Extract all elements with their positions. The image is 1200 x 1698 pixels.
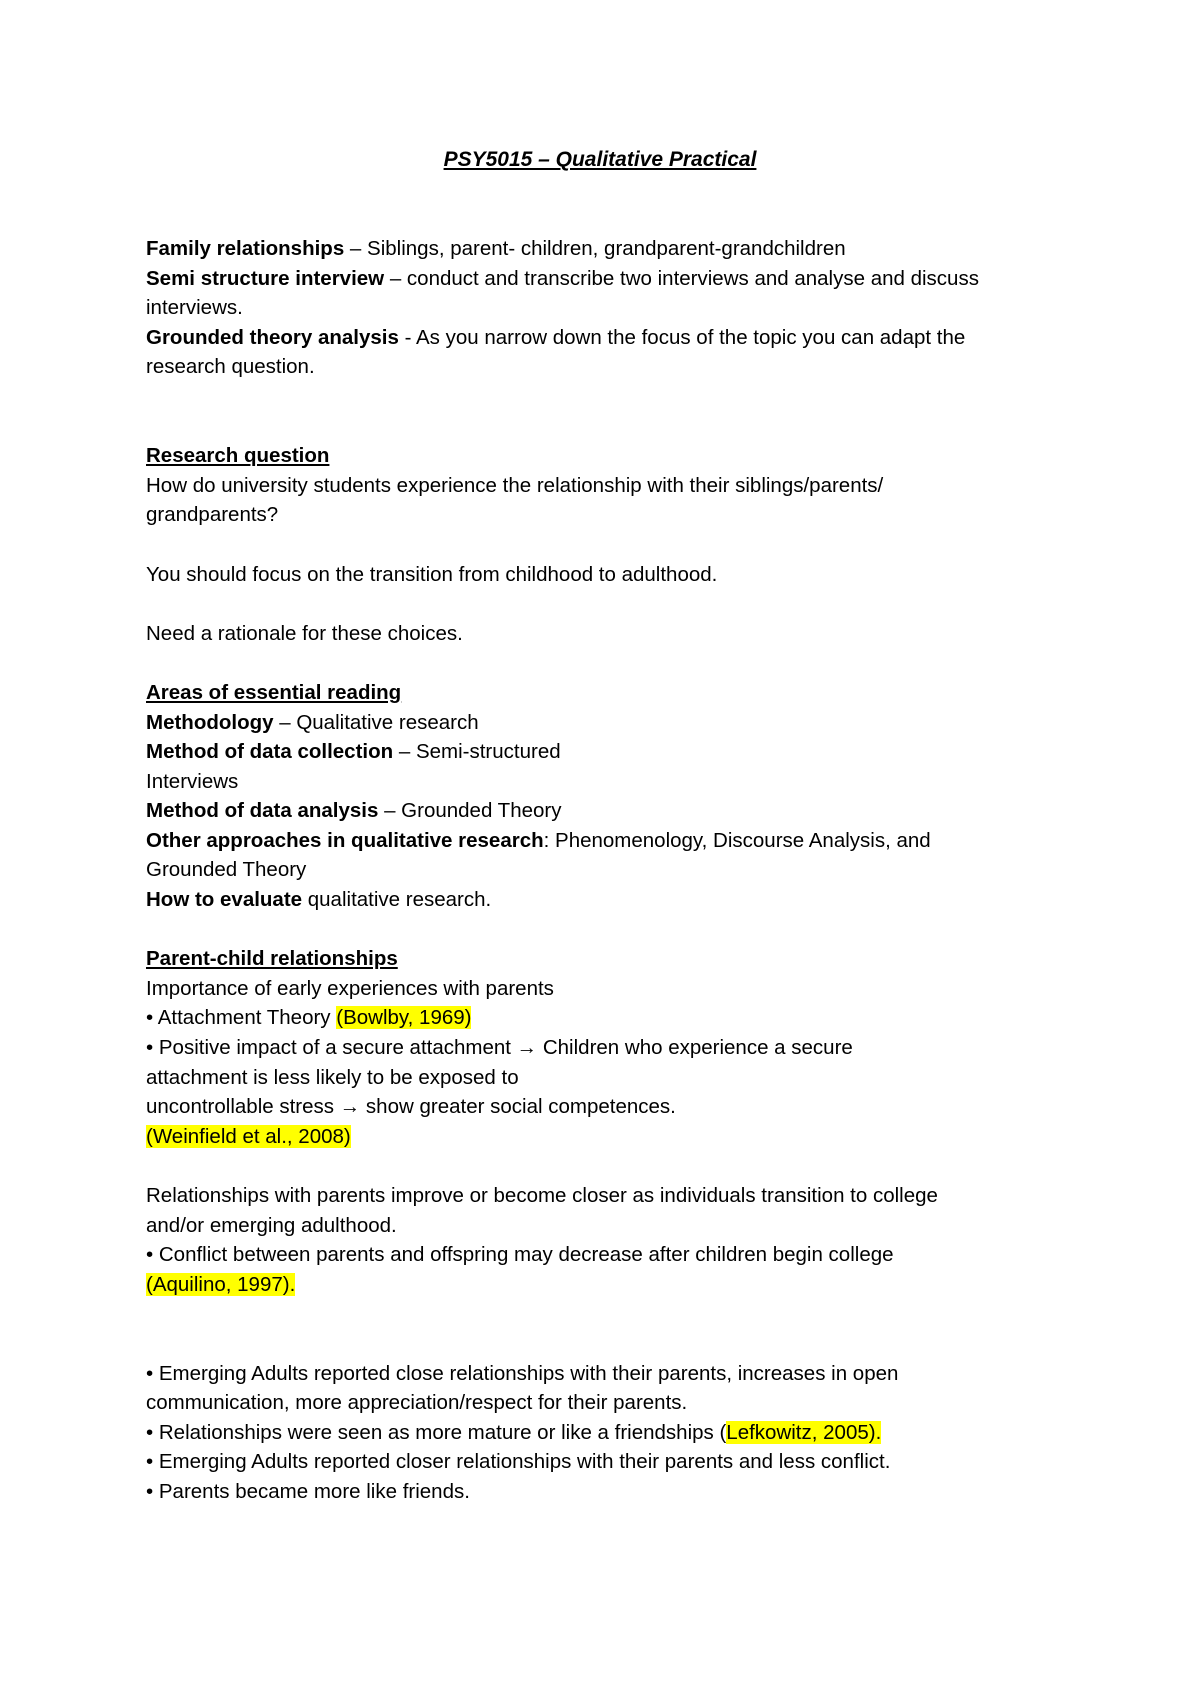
grounded-theory-label: Grounded theory analysis — [146, 325, 399, 349]
improve-line-2: and/or emerging adulthood. — [146, 1213, 397, 1237]
weinfield-citation: (Weinfield et al., 2008) — [146, 1124, 351, 1148]
research-question-heading: Research question — [146, 444, 330, 468]
lefkowitz-citation: Lefkowitz, 2005). — [726, 1420, 882, 1444]
semi-structure-line — [146, 264, 1046, 294]
grounded-theory-line-2: research question. — [146, 355, 315, 379]
essential-reading-heading: Areas of essential reading — [146, 680, 402, 704]
importance-line: Importance of early experiences with parents — [146, 976, 554, 1000]
arrow-right-icon: → — [516, 1036, 538, 1060]
rationale-line: Need a rationale for these choices. — [146, 621, 463, 645]
document-body — [146, 234, 1046, 1507]
emerging-line-1: • Emerging Adults reported close relationships with their parents, increases in open — [146, 1361, 899, 1385]
aquilino-citation: (Aquilino, 1997). — [146, 1272, 296, 1296]
semi-structure-text: – conduct and transcribe two interviews and analyse and discuss — [384, 266, 979, 290]
other-approaches-line-2: Grounded Theory — [146, 858, 307, 882]
arrow-right-icon: → — [339, 1095, 361, 1119]
grounded-theory-text: - As you narrow down the focus of the topic you can adapt the — [398, 325, 966, 349]
other-approaches-line: Other approaches in qualitative research: Phenomenology, Discourse Analysis, and — [146, 828, 931, 852]
research-question-line-2: grandparents? — [146, 503, 279, 527]
data-collection-line-2: Interviews — [146, 769, 239, 793]
emerging-line-2: communication, more appreciation/respect for their parents. — [146, 1391, 688, 1415]
attachment-line: • Attachment Theory (Bowlby, 1969) — [146, 1006, 472, 1030]
bowlby-citation: (Bowlby, 1969) — [336, 1006, 472, 1030]
improve-line-1: Relationships with parents improve or become closer as individuals transition to college — [146, 1184, 938, 1207]
closer-line: • Emerging Adults reported closer relationships with their parents and less conflict. — [146, 1450, 891, 1474]
aquilino-line — [146, 1270, 1046, 1300]
positive-impact-line-3: uncontrollable stress → show greater social competences. — [146, 1095, 676, 1119]
grounded-theory-line — [146, 323, 1046, 353]
evaluate-line: How to evaluate qualitative research. — [146, 888, 492, 912]
mature-line: • Relationships were seen as more mature or like a friendships (Lefkowitz, 2005). — [146, 1420, 882, 1444]
friends-line: • Parents became more like friends. — [146, 1479, 470, 1503]
methodology-line: Methodology – Qualitative research — [146, 710, 479, 734]
conflict-line: • Conflict between parents and offspring may decrease after children begin college — [146, 1243, 894, 1267]
family-relationships-line — [146, 234, 1046, 264]
focus-line: You should focus on the transition from childhood to adulthood. — [146, 562, 718, 586]
family-relationships-text: – Siblings, parent- children, grandparent-grandchildren — [344, 237, 846, 260]
semi-structure-label: Semi structure interview — [146, 266, 385, 290]
positive-impact-line: • Positive impact of a secure attachment → Children who experience a secure — [146, 1036, 853, 1060]
page-title: PSY5015 – Qualitative Practical — [443, 148, 757, 171]
weinfield-line — [146, 1122, 1046, 1152]
parent-child-heading: Parent-child relationships — [146, 947, 398, 971]
positive-impact-line-2: attachment is less likely to be exposed to — [146, 1065, 519, 1089]
data-analysis-line: Method of data analysis – Grounded Theory — [146, 799, 562, 823]
family-relationships-label: Family relationships — [146, 237, 345, 260]
data-collection-line: Method of data collection – Semi-structured — [146, 740, 561, 764]
research-question-line-1: How do university students experience the relationship with their siblings/parents/ — [146, 473, 884, 497]
semi-structure-line-2: interviews. — [146, 296, 243, 320]
